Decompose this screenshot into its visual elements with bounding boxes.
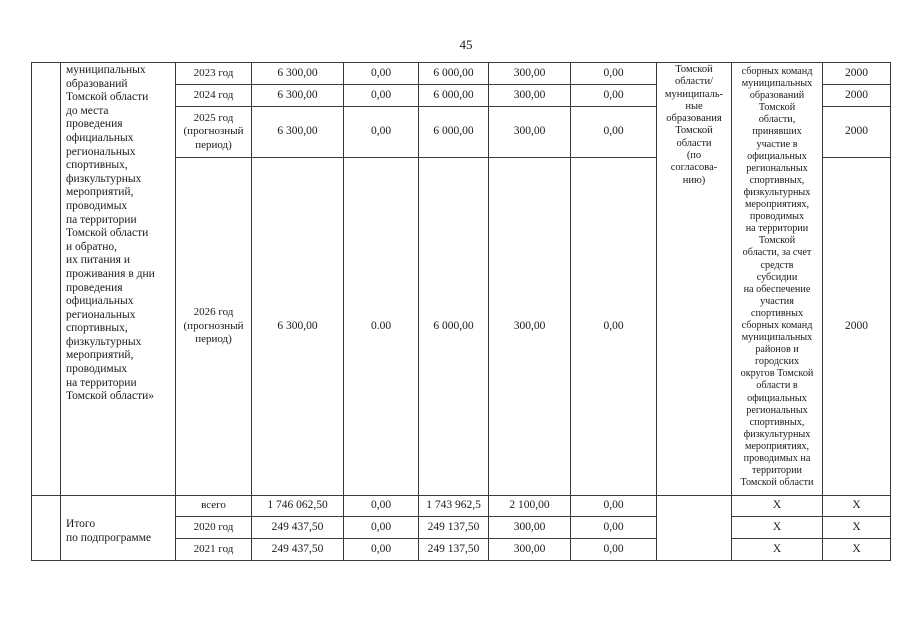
funding-table: [31, 62, 891, 561]
amount-cell: 6 000,00: [419, 85, 489, 107]
amount-cell: 0,00: [344, 539, 419, 561]
year-cell: 2021 год: [176, 539, 252, 561]
amount-cell: 1 743 962,5: [419, 496, 489, 517]
target-value-cell: X: [823, 517, 891, 539]
subprogram-total-label: Итого по подпрограмме: [61, 496, 176, 561]
target-value-cell: X: [823, 496, 891, 517]
amount-cell: 300,00: [489, 63, 571, 85]
indicator-value-cell: X: [732, 539, 823, 561]
target-value-cell: 2000: [823, 107, 891, 158]
target-value-cell: 2000: [823, 63, 891, 85]
amount-cell: 6 300,00: [252, 85, 344, 107]
indicator-value-cell: X: [732, 496, 823, 517]
year-cell: всего: [176, 496, 252, 517]
amount-cell: 6 000,00: [419, 63, 489, 85]
year-cell: 2020 год: [176, 517, 252, 539]
amount-cell: 6 300,00: [252, 63, 344, 85]
amount-cell: 249 437,50: [252, 539, 344, 561]
amount-cell: 300,00: [489, 539, 571, 561]
amount-cell: 1 746 062,50: [252, 496, 344, 517]
executor-cell: Томской области/ муниципаль- ные образования Томской области (по согласова- нию): [657, 63, 732, 496]
amount-cell: 0,00: [344, 63, 419, 85]
table-row: [32, 63, 891, 85]
target-value-cell: 2000: [823, 158, 891, 496]
amount-cell: 0,00: [344, 107, 419, 158]
amount-cell: 0,00: [344, 85, 419, 107]
target-value-cell: X: [823, 539, 891, 561]
amount-cell: 300,00: [489, 517, 571, 539]
amount-cell: 0,00: [571, 517, 657, 539]
amount-cell: 6 300,00: [252, 158, 344, 496]
year-cell: 2026 год (прогнозный период): [176, 158, 252, 496]
page-number: 45: [459, 37, 473, 52]
amount-cell: 0,00: [344, 517, 419, 539]
amount-cell: 0,00: [571, 496, 657, 517]
blank-cell: [32, 63, 61, 496]
target-value-cell: 2000: [823, 85, 891, 107]
blank-cell: [32, 496, 61, 561]
amount-cell: 6 000,00: [419, 158, 489, 496]
amount-cell: 249 137,50: [419, 539, 489, 561]
amount-cell: 0,00: [344, 496, 419, 517]
amount-cell: 0,00: [571, 107, 657, 158]
indicator-cell: сборных команд муниципальных образований Томской области, принявших участие в официальных региональных спортивных, физкультурных мероприятиях, проводимых на территории Томской области, за счет средств субсидии на обеспечение участия спортивных сборных команд муниципальных районов и городских округов Томской области в официальных региональных спортивных, физкультурных мероприятиях, проводимых на территории Томской области: [732, 63, 823, 496]
amount-cell: 300,00: [489, 107, 571, 158]
amount-cell: 6 300,00: [252, 107, 344, 158]
year-cell: 2023 год: [176, 63, 252, 85]
amount-cell: 0,00: [571, 158, 657, 496]
amount-cell: 2 100,00: [489, 496, 571, 517]
table-row: [32, 496, 891, 517]
amount-cell: 0.00: [344, 158, 419, 496]
amount-cell: 300,00: [489, 85, 571, 107]
amount-cell: 300,00: [489, 158, 571, 496]
amount-cell: 0,00: [571, 539, 657, 561]
amount-cell: 249 437,50: [252, 517, 344, 539]
amount-cell: 249 137,50: [419, 517, 489, 539]
blank-cell: [657, 496, 732, 561]
amount-cell: 0,00: [571, 63, 657, 85]
year-cell: 2025 год (прогнозный период): [176, 107, 252, 158]
amount-cell: 6 000,00: [419, 107, 489, 158]
year-cell: 2024 год: [176, 85, 252, 107]
measure-name-cell: муниципальных образований Томской области до места проведения официальных региональных спортивных, физкультурных мероприятий, проводимых па территории Томской области и обратно, их питания и проживания в дни проведения официальных региональных спортивных, физкультурных мероприятий, проводимых на территории Томской области»: [61, 63, 176, 496]
amount-cell: 0,00: [571, 85, 657, 107]
indicator-value-cell: X: [732, 517, 823, 539]
